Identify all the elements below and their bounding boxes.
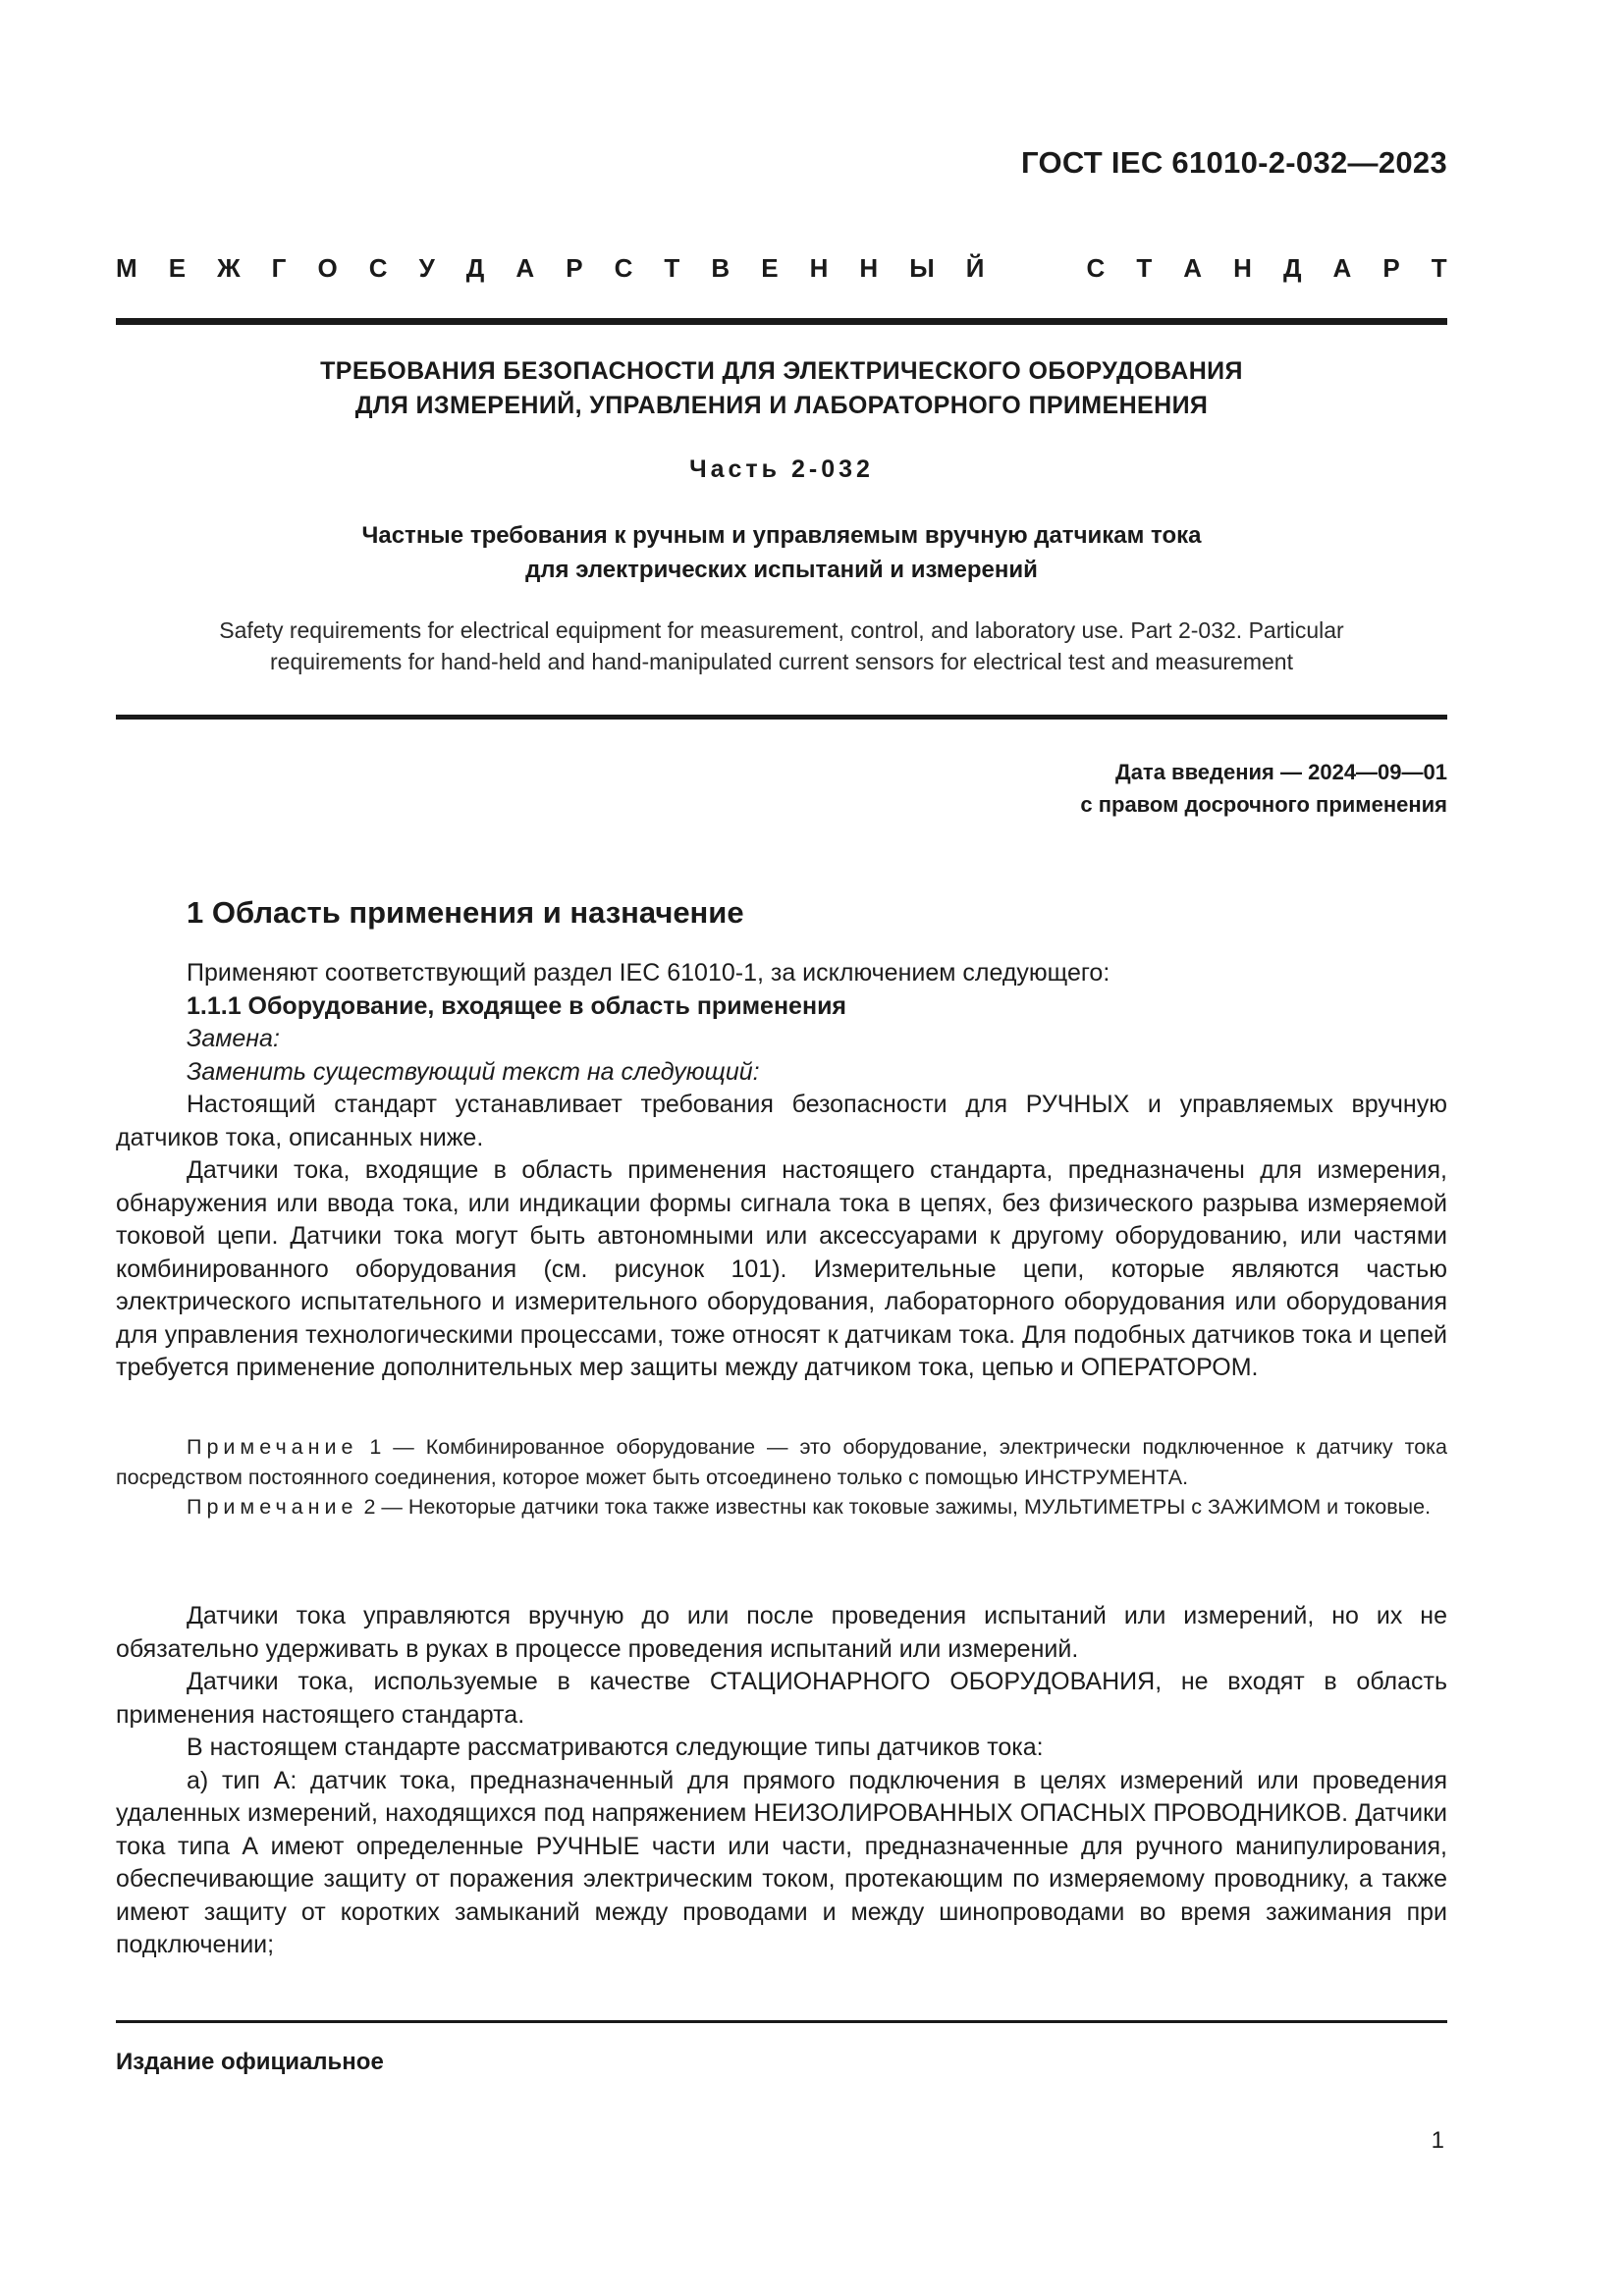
paragraph-apply: Применяют соответствующий раздел IEC 61010-1, за исключением следующего:	[187, 959, 1110, 987]
notes-block	[116, 1432, 1447, 1522]
paragraph: Датчики тока управляются вручную до или после проведения испытаний или измерений, но их не обязательно удерживать в руках в процессе проведения испытаний или измерений.	[116, 1602, 1447, 1663]
page-number: 1	[1431, 2127, 1444, 2154]
title-line-2: ДЛЯ ИЗМЕРЕНИЙ, УПРАВЛЕНИЯ И ЛАБОРАТОРНОГО ПРИМЕНЕНИЯ	[354, 392, 1209, 419]
heading-letter: Н	[859, 253, 879, 283]
heading-letter: У	[418, 253, 435, 283]
early-application-text: с правом досрочного применения	[1080, 792, 1447, 817]
heading-letter: В	[711, 253, 731, 283]
heading-letter: А	[1332, 253, 1352, 283]
heading-letter: Е	[168, 253, 187, 283]
heading-letter: А	[1183, 253, 1203, 283]
heading-letter: С	[368, 253, 388, 283]
subsection-heading: 1.1.1 Оборудование, входящее в область применения	[187, 991, 847, 1020]
heading-letter: Р	[1382, 253, 1400, 283]
heading-letter: Д	[1282, 253, 1302, 283]
note-number: 1 —	[369, 1435, 414, 1459]
standard-title	[116, 354, 1447, 423]
heading-letter: Т	[1431, 253, 1447, 283]
introduction-date-text: Дата введения — 2024—09—01	[1115, 760, 1447, 784]
note-2	[116, 1492, 1447, 1522]
paragraph: а) тип А: датчик тока, предназначенный для прямого подключения в целях измерений или проведения удаленных измерений, находящихся под напряжением НЕИЗОЛИРОВАННЫХ ОПАСНЫХ ПРОВОДНИКОВ. Датчики тока типа А имеют определенные РУЧНЫЕ части или части, предназначенные для ручного манипулирования, обеспечивающие защиту от поражения электрическим током, протекающим по измеряемому проводнику, а также имеют защиту от коротких замыканий между проводами и между шинопроводами во время зажимания при подключении;	[116, 1766, 1447, 1958]
subtitle-line-2: для электрических испытаний и измерений	[525, 557, 1038, 583]
note-label: Примечание	[187, 1495, 358, 1519]
word-gap	[1015, 253, 1055, 284]
heading-letter: С	[1086, 253, 1106, 283]
footer-rule	[116, 2020, 1447, 2023]
paragraph: Датчики тока, используемые в качестве СТАЦИОНАРНОГО ОБОРУДОВАНИЯ, не входят в область применения настоящего стандарта.	[116, 1668, 1447, 1729]
section-heading: 1 Область применения и назначение	[187, 895, 744, 930]
heading-letter: Е	[761, 253, 779, 283]
heading-letter: Т	[664, 253, 680, 283]
paragraph: Настоящий стандарт устанавливает требования безопасности для РУЧНЫХ и управляемых вручную датчиков тока, описанных ниже.	[116, 1091, 1447, 1151]
english-title-line-2: requirements for hand-held and hand-manipulated current sensors for electrical test and measurement	[270, 649, 1293, 674]
section-body-bottom	[116, 1600, 1447, 1962]
interstate-standard-heading	[116, 253, 1447, 284]
note-text: Комбинированное оборудование — это оборудование, электрически подключенное к датчику тока посредством постоянного соединения, которое может быть отсоединено только с помощью ИНСТРУМЕНТА.	[116, 1435, 1447, 1489]
paragraph: В настоящем стандарте рассматриваются следующие типы датчиков тока:	[187, 1734, 1044, 1761]
heading-letter: М	[116, 253, 137, 283]
heading-letter: О	[317, 253, 338, 283]
section-body-top	[116, 957, 1447, 1385]
edition-label: Издание официальное	[116, 2049, 384, 2075]
top-rule	[116, 318, 1447, 325]
heading-letter: Й	[965, 253, 985, 283]
heading-letter: Р	[566, 253, 583, 283]
title-bottom-rule	[116, 715, 1447, 720]
document-number: ГОСТ IEC 61010-2-032—2023	[1020, 145, 1447, 180]
note-text: Некоторые датчики тока также известны как токовые зажимы, МУЛЬТИМЕТРЫ с ЗАЖИМОМ и токовые.	[407, 1495, 1432, 1519]
part-label: Часть 2-032	[689, 455, 874, 483]
heading-letter: Ы	[909, 253, 935, 283]
replace-instruction: Заменить существующий текст на следующий:	[187, 1057, 760, 1086]
heading-letter: Н	[1233, 253, 1252, 283]
english-title-line-1: Safety requirements for electrical equipment for measurement, control, and laboratory use. Part 2-032. Particular	[219, 617, 1344, 643]
note-1	[116, 1432, 1447, 1492]
note-label: Примечание	[187, 1435, 358, 1459]
paragraph: Датчики тока, входящие в область применения настоящего стандарта, предназначены для измерения, обнаружения или ввода тока, или индикации формы сигнала тока в цепях, без физического разрыва измеряемой токовой цепи. Датчики тока могут быть автономными или аксессуарами к другому оборудованию, или частями комбинированного оборудования (см. рисунок 101). Измерительные цепи, которые являются частью электрического испытательного и измерительного оборудования, лабораторного оборудования или оборудования для управления технологическими процессами, тоже относят к датчикам тока. Для подобных датчиков тока и цепей требуется применение дополнительных мер защиты между датчиком тока, цепью и ОПЕРАТОРОМ.	[116, 1156, 1447, 1381]
heading-letter: А	[515, 253, 535, 283]
heading-letter: Т	[1136, 253, 1153, 283]
heading-letter: Д	[465, 253, 485, 283]
english-title	[116, 614, 1447, 677]
replace-label: Замена:	[187, 1025, 280, 1052]
heading-letter: Г	[271, 253, 287, 283]
note-number: 2 —	[363, 1495, 403, 1519]
subtitle-line-1: Частные требования к ручным и управляемым вручную датчикам тока	[361, 522, 1202, 549]
standard-subtitle	[116, 518, 1447, 587]
heading-letter: Ж	[217, 253, 241, 283]
heading-letter: Н	[809, 253, 829, 283]
introduction-date	[1080, 756, 1447, 821]
heading-letter: С	[614, 253, 633, 283]
title-line-1: ТРЕБОВАНИЯ БЕЗОПАСНОСТИ ДЛЯ ЭЛЕКТРИЧЕСКОГО ОБОРУДОВАНИЯ	[320, 357, 1243, 385]
